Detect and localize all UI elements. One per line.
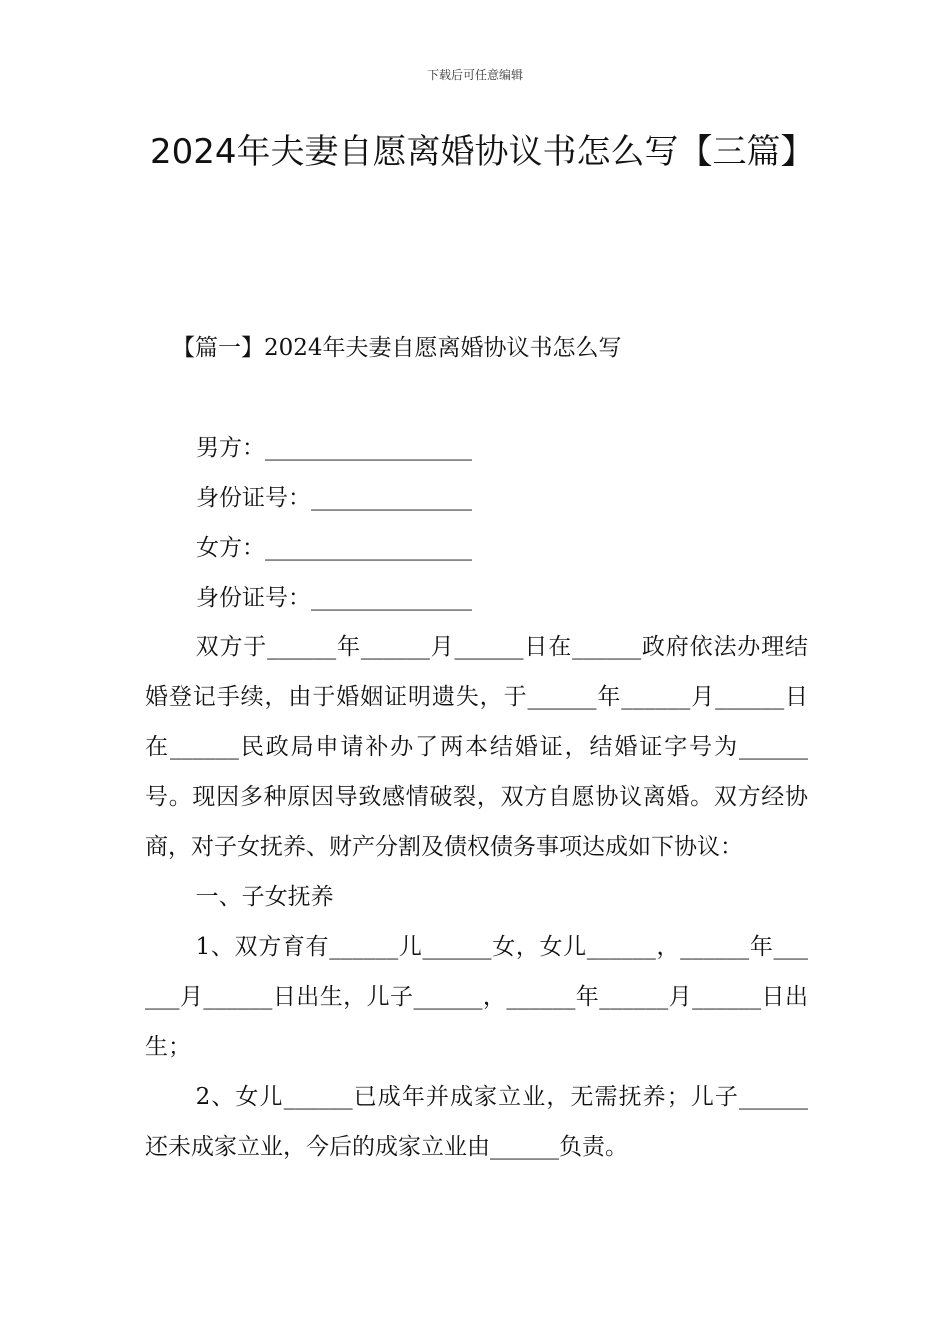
female-party-field: 女方：__________________ [196,535,472,561]
intro-paragraph: 双方于______年______月______日在______政府依法办理结婚登记手续，由于婚姻证明遗失，于______年______月______日在______民政局申请补办了两本结婚证，结婚证字号为______号。现因多种原因导致感情破裂，双方自愿协议离婚。双方经协商，对子女抚养、财产分割及债权债务事项达成如下协议： [145,634,808,860]
header-note: 下载后可任意编辑 [426,68,523,82]
children-heading: 一、子女抚养 [195,884,334,910]
item-1-paragraph: 1、双方育有______儿______女，女儿______，______年______月______日出生，儿子______，______年______月______日出生； [145,934,808,1060]
party-fields [196,430,472,630]
item-2-paragraph: 2、女儿______已成年并成家立业，无需抚养；儿子______还未成家立业，今后的成家立业由______负责。 [145,1084,808,1160]
document-title: 2024年夫妻自愿离婚协议书怎么写【三篇】 [150,132,815,172]
male-party-field: 男方：__________________ [196,435,472,461]
male-id-field: 身份证号：______________ [196,485,472,511]
section-title: 【篇一】2024年夫妻自愿离婚协议书怎么写 [172,335,622,361]
agreement-body [145,622,808,1172]
female-id-field: 身份证号：______________ [196,585,472,611]
